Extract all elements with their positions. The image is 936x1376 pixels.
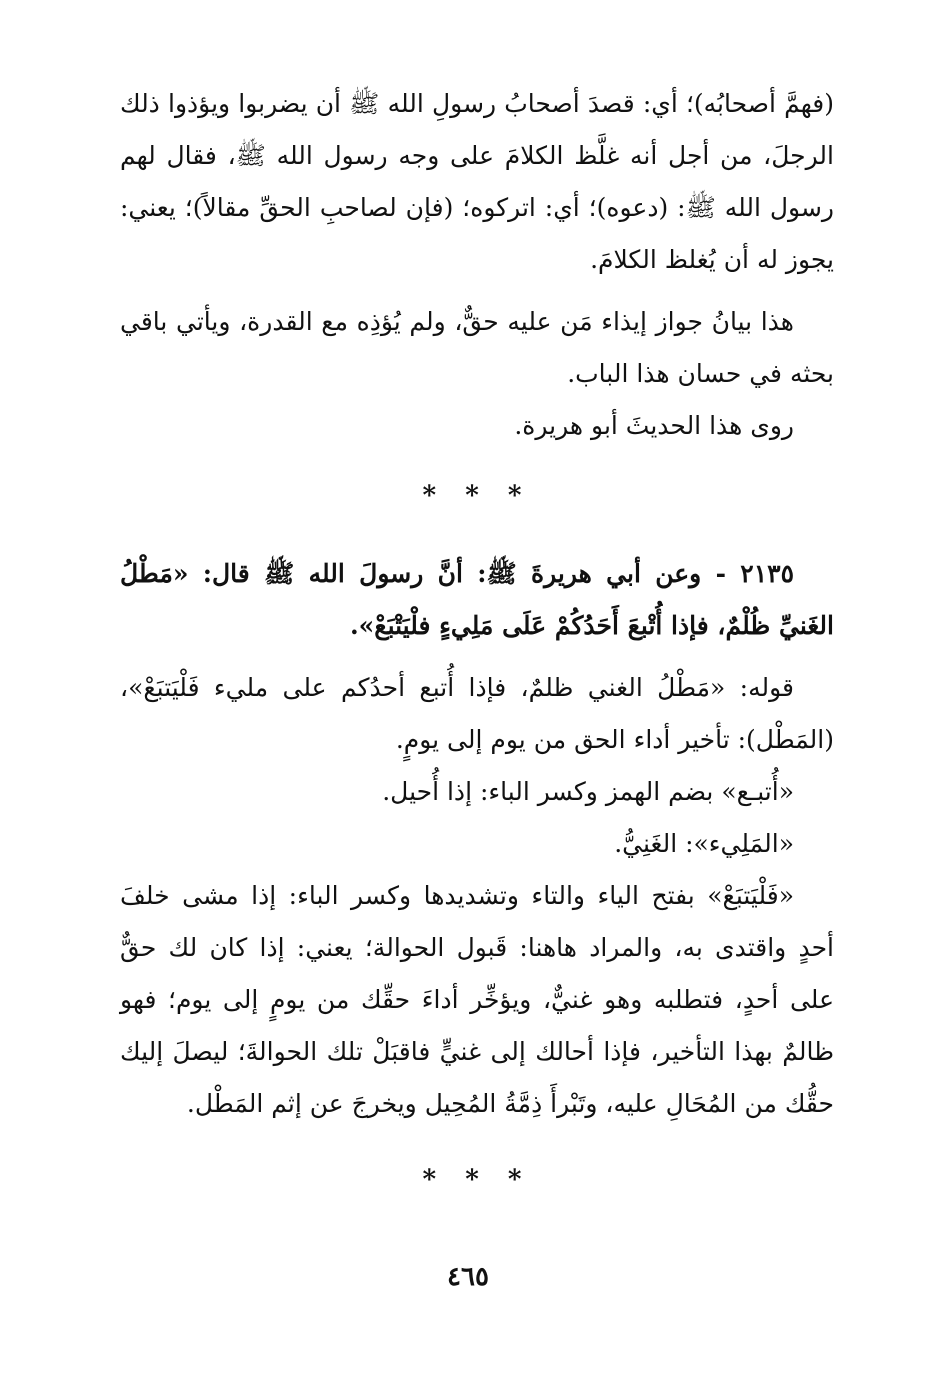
commentary-paragraph-1: (فهمَّ أصحابُه)؛ أي: قصدَ أصحابُ رسولِ الله ﷺ أن يضربوا ويؤذوا ذلك الرجلَ، من أجل أنه غلَّظ الكلامَ على وجه رسول الله ﷺ، فقال لهم رسول الله ﷺ: (دعوه)؛ أي: اتركوه؛ (فإن لصاحبِ الحقِّ مقالاً)؛ يعني: يجوز له أن يُغلظ الكلامَ.	[120, 89, 834, 274]
explanation-paragraph-3: «المَلِيء»: الغَنِيُّ.	[614, 829, 794, 858]
hadith-text: ٢١٣٥ - وعن أبي هريرةَ ﷺ: أنَّ رسولَ الله ﷺ قال: «مَطْلُ الغَنيِّ ظُلْمٌ، فإذا أُتْبعَ أَحَدُكُمْ عَلَى مَلِيءٍ فلْيَتْبَعْ».	[120, 559, 834, 640]
section-separator-end: * * *	[422, 1165, 532, 1195]
explanation-paragraph-2: «أُتبـع» بضم الهمز وكسر الباء: إذا أُحيل.	[382, 777, 794, 806]
explanation-paragraph-4: «فَلْيَتبَعْ» بفتح الياء والتاء وتشديدها وكسر الباء: إذا مشى خلفَ أحدٍ واقتدى به، والمراد هاهنا: قَبول الحوالة؛ يعني: إذا كان لك حقٌّ على أحدٍ، فتطلبه وهو غنيٌّ، ويؤخِّر أداءَ حقِّك من يومٍ إلى يوم؛ فهو ظالمٌ بهذا التأخير، فإذا أحالك إلى غنيٍّ فاقبَلْ تلك الحوالةَ؛ ليصلَ إليك حقُّك من المُحَالِ عليه، وتَبْرأَ ذِمَّةُ المُحِيل ويخرجَ عن إثم المَطْل.	[120, 881, 834, 1118]
page-body	[120, 78, 834, 1210]
section-separator: * * *	[422, 481, 532, 511]
narrator-note: روى هذا الحديثَ أبو هريرة.	[514, 411, 794, 440]
explanation-paragraph-1: قوله: «مَطْلُ الغني ظلمٌ، فإذا أُتبع أحدُكم على مليء فَلْيَتبَعْ»، (المَطْل): تأخير أداء الحق من يوم إلى يومٍ.	[120, 673, 834, 754]
page-number: ٤٦٥	[447, 1262, 489, 1292]
commentary-paragraph-2: هذا بيانُ جواز إيذاء مَن عليه حقٌّ، ولم يُؤذِه مع القدرة، ويأتي باقي بحثه في حسان هذا الباب.	[120, 307, 834, 388]
